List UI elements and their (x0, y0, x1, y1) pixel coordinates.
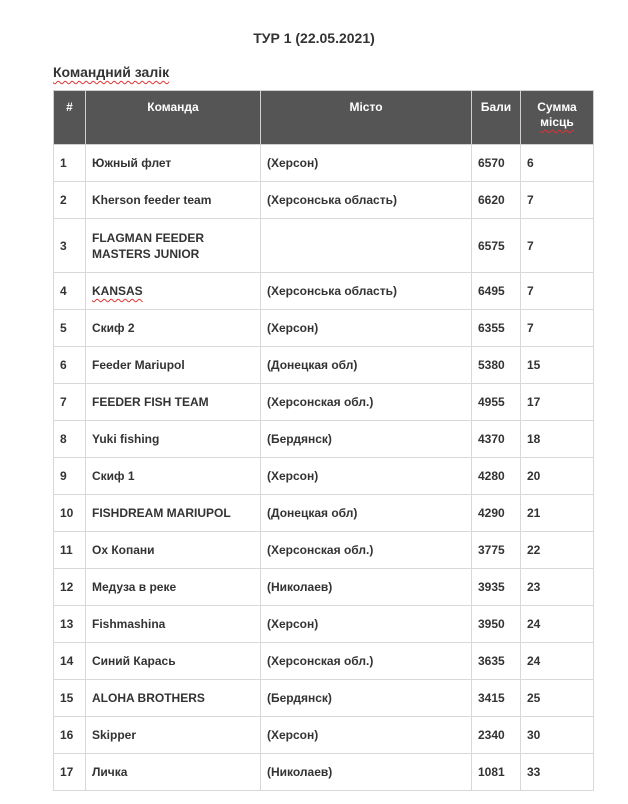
cell-sum: 7 (521, 182, 594, 219)
cell-team: Скиф 2 (86, 310, 261, 347)
cell-team: Kherson feeder team (86, 182, 261, 219)
cell-sum: 30 (521, 717, 594, 754)
table-row (54, 458, 594, 495)
cell-num: 16 (54, 717, 86, 754)
table-row (54, 606, 594, 643)
cell-num: 15 (54, 680, 86, 717)
header-num: # (54, 91, 86, 145)
table-row (54, 384, 594, 421)
results-table (53, 90, 594, 791)
table-row (54, 532, 594, 569)
cell-sum: 20 (521, 458, 594, 495)
cell-sum: 21 (521, 495, 594, 532)
cell-team: FEEDER FISH TEAM (86, 384, 261, 421)
cell-team: Личка (86, 754, 261, 791)
cell-num: 3 (54, 219, 86, 273)
cell-num: 2 (54, 182, 86, 219)
cell-city: (Николаев) (261, 569, 472, 606)
cell-city: (Херсон) (261, 310, 472, 347)
cell-city (261, 219, 472, 273)
cell-points: 4290 (472, 495, 521, 532)
cell-points: 6355 (472, 310, 521, 347)
cell-points: 3935 (472, 569, 521, 606)
cell-sum: 22 (521, 532, 594, 569)
table-row (54, 754, 594, 791)
cell-sum: 33 (521, 754, 594, 791)
cell-num: 9 (54, 458, 86, 495)
cell-points: 1081 (472, 754, 521, 791)
table-row (54, 182, 594, 219)
cell-num: 7 (54, 384, 86, 421)
cell-sum: 6 (521, 145, 594, 182)
cell-points: 3635 (472, 643, 521, 680)
cell-city: (Херсонская обл.) (261, 643, 472, 680)
cell-team: Южный флет (86, 145, 261, 182)
cell-city: (Бердянск) (261, 680, 472, 717)
page-title: ТУР 1 (22.05.2021) (253, 30, 375, 46)
cell-points: 4370 (472, 421, 521, 458)
cell-team: Skipper (86, 717, 261, 754)
cell-city: (Херсон) (261, 606, 472, 643)
table-row (54, 310, 594, 347)
cell-sum: 18 (521, 421, 594, 458)
cell-city: (Бердянск) (261, 421, 472, 458)
header-city: Місто (261, 91, 472, 145)
cell-city: (Херсонська область) (261, 273, 472, 310)
table-row (54, 421, 594, 458)
table-row (54, 347, 594, 384)
table-row (54, 145, 594, 182)
section-title: Командний залік (53, 64, 170, 80)
header-team: Команда (86, 91, 261, 145)
cell-sum: 17 (521, 384, 594, 421)
cell-num: 13 (54, 606, 86, 643)
cell-team: Скиф 1 (86, 458, 261, 495)
cell-num: 17 (54, 754, 86, 791)
cell-points: 6570 (472, 145, 521, 182)
cell-points: 4280 (472, 458, 521, 495)
cell-team: Ох Копани (86, 532, 261, 569)
cell-sum: 25 (521, 680, 594, 717)
cell-team: Feeder Mariupol (86, 347, 261, 384)
cell-sum: 15 (521, 347, 594, 384)
cell-num: 11 (54, 532, 86, 569)
cell-points: 3415 (472, 680, 521, 717)
cell-num: 5 (54, 310, 86, 347)
cell-city: (Херсонська область) (261, 182, 472, 219)
table-row (54, 569, 594, 606)
header-sum-line1: Сумма (537, 100, 577, 114)
cell-team: Синий Карась (86, 643, 261, 680)
cell-sum: 7 (521, 219, 594, 273)
header-points: Бали (472, 91, 521, 145)
cell-team: Fishmashina (86, 606, 261, 643)
cell-sum: 24 (521, 606, 594, 643)
cell-team-text: KANSAS (92, 284, 143, 298)
cell-points: 2340 (472, 717, 521, 754)
cell-points: 3950 (472, 606, 521, 643)
cell-sum: 7 (521, 310, 594, 347)
cell-points: 3775 (472, 532, 521, 569)
cell-city: (Донецкая обл) (261, 495, 472, 532)
cell-team: FLAGMAN FEEDER MASTERS JUNIOR (86, 219, 261, 273)
cell-points: 6620 (472, 182, 521, 219)
header-sum-line2: місць (540, 115, 574, 129)
cell-team (86, 273, 261, 310)
cell-city: (Николаев) (261, 754, 472, 791)
table-row (54, 643, 594, 680)
table-row (54, 680, 594, 717)
cell-points: 6575 (472, 219, 521, 273)
cell-city: (Херсонская обл.) (261, 532, 472, 569)
table-row (54, 495, 594, 532)
cell-num: 4 (54, 273, 86, 310)
header-row (54, 91, 594, 145)
cell-num: 6 (54, 347, 86, 384)
cell-city: (Херсон) (261, 145, 472, 182)
cell-city: (Херсон) (261, 458, 472, 495)
cell-sum: 7 (521, 273, 594, 310)
cell-points: 4955 (472, 384, 521, 421)
cell-num: 14 (54, 643, 86, 680)
cell-num: 12 (54, 569, 86, 606)
cell-team: Медуза в реке (86, 569, 261, 606)
cell-city: (Херсонская обл.) (261, 384, 472, 421)
table-row (54, 717, 594, 754)
cell-points: 5380 (472, 347, 521, 384)
cell-team: ALOHA BROTHERS (86, 680, 261, 717)
cell-city: (Донецкая обл) (261, 347, 472, 384)
table-row (54, 219, 594, 273)
cell-city: (Херсон) (261, 717, 472, 754)
table-row (54, 273, 594, 310)
cell-team: FISHDREAM MARIUPOL (86, 495, 261, 532)
cell-num: 8 (54, 421, 86, 458)
cell-num: 10 (54, 495, 86, 532)
cell-points: 6495 (472, 273, 521, 310)
cell-sum: 23 (521, 569, 594, 606)
cell-sum: 24 (521, 643, 594, 680)
header-sum (521, 91, 594, 145)
cell-num: 1 (54, 145, 86, 182)
cell-team: Yuki fishing (86, 421, 261, 458)
